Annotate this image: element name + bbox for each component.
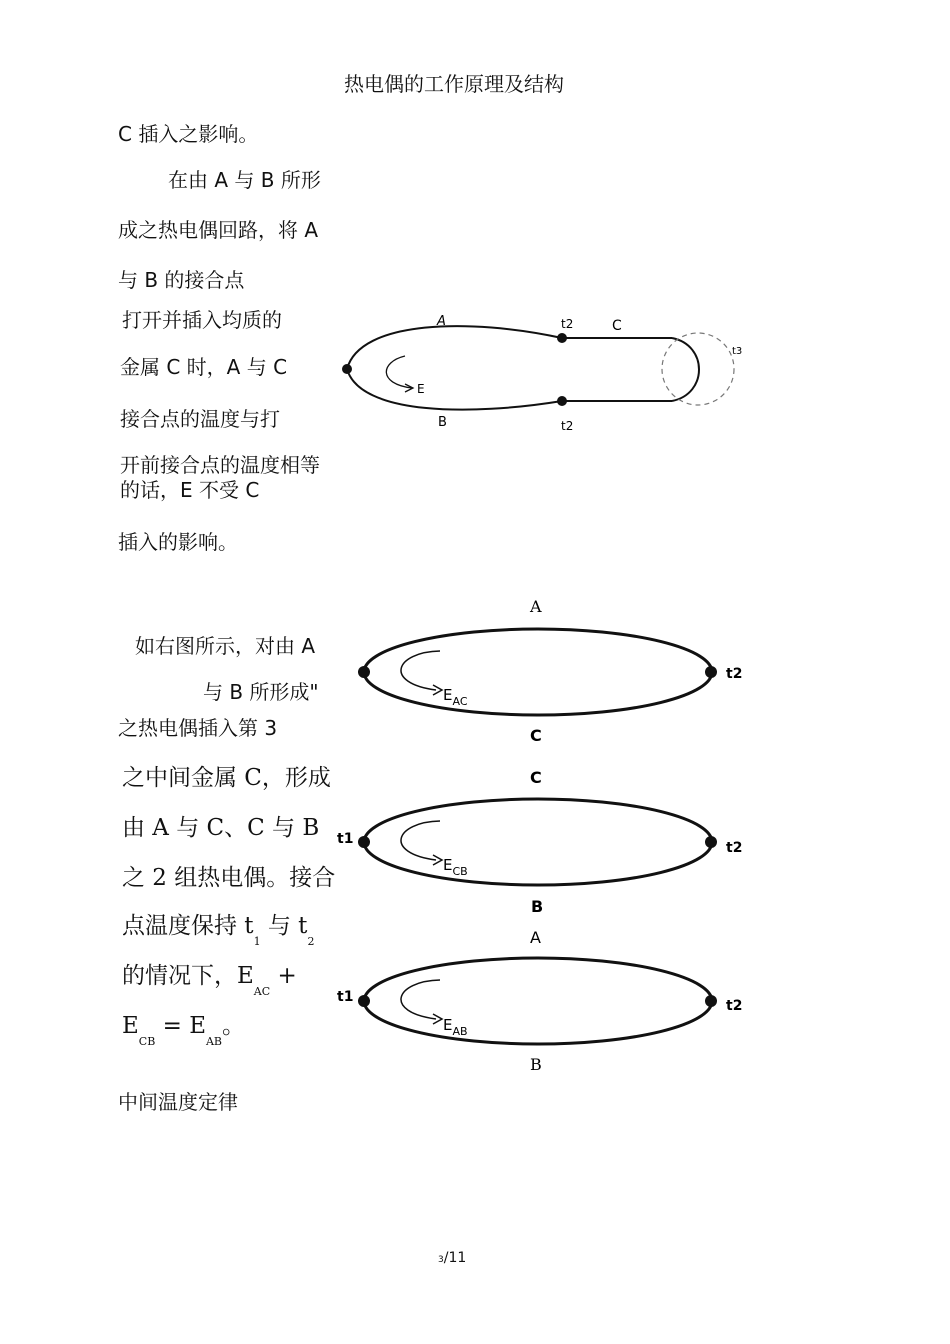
text-segment: 与 t	[260, 913, 308, 939]
thermocouple-diagram-c-inserted	[335, 305, 765, 435]
text-segment: E	[122, 1013, 139, 1039]
section-heading: 中间温度定律	[118, 1090, 238, 1114]
wire-a-label: A	[437, 314, 446, 329]
text-segment: 的情况下，E	[122, 963, 254, 989]
paragraph-line: 之 2 组热电偶。接合	[122, 865, 336, 891]
subscript: 1	[253, 935, 261, 948]
thermocouple-loops-diagram	[330, 590, 750, 1074]
text-segment: 点温度保持 t	[122, 913, 254, 939]
wire-bottom-label: B	[530, 1055, 542, 1074]
temp-t2-bottom-label: t2	[561, 419, 574, 433]
loop-ac	[358, 597, 742, 745]
wire-top-label: C	[530, 768, 542, 787]
paragraph-line: 之热电偶插入第 3	[118, 716, 278, 740]
temp-right-label: t2	[726, 998, 743, 1014]
paragraph-line: C 插入之影响。	[118, 122, 259, 146]
wire-bottom-label: C	[530, 726, 542, 745]
text-segment: +	[270, 963, 297, 989]
temp-left-label: t1	[337, 831, 354, 847]
page-number	[438, 1250, 466, 1266]
paragraph-line: 金属 C 时，A 与 C	[120, 355, 288, 379]
wire-bottom-label: B	[531, 897, 544, 916]
paragraph-line: 打开并插入均质的	[122, 308, 282, 332]
text-segment: 。	[222, 1013, 246, 1039]
paragraph-line	[122, 962, 297, 998]
paragraph-line: 接合点的温度与打	[120, 407, 280, 431]
paragraph-line: 的话，E 不受 C	[120, 478, 260, 502]
subscript: CB	[138, 1035, 156, 1048]
emf-label: E	[417, 382, 425, 396]
paragraph-line	[122, 912, 315, 948]
page-title: 热电偶的工作原理及结构	[344, 72, 564, 96]
paragraph-line: 开前接合点的温度相等	[120, 453, 320, 477]
current-page: 3	[438, 1255, 444, 1265]
paragraph-line: 与 B 的接合点	[118, 268, 245, 292]
loop-cb	[337, 768, 742, 916]
temp-right-label: t2	[726, 666, 743, 682]
wire-top-label: A	[530, 597, 542, 616]
paragraph-line: 之中间金属 C，形成	[122, 765, 331, 791]
paragraph-line: 由 A 与 C、C 与 B	[122, 815, 320, 841]
total-pages: /11	[443, 1250, 467, 1266]
subscript: AB	[205, 1035, 223, 1048]
subscript: 2	[307, 935, 315, 948]
emf-label: $E_{CB}$	[443, 856, 468, 878]
paragraph-line: 与 B 所形成"	[203, 680, 319, 704]
wire-c-label: C	[612, 318, 622, 334]
wire-top-label: A	[530, 928, 541, 947]
text-segment: = E	[155, 1013, 206, 1039]
loop-ab	[337, 928, 742, 1074]
paragraph-line: 插入的影响。	[118, 530, 238, 554]
paragraph-line	[122, 1012, 246, 1048]
temp-right-label: t2	[726, 840, 743, 856]
wire-b-label: B	[438, 415, 447, 430]
temp-t2-top-label: t2	[561, 317, 574, 331]
temp-t3-label: t3	[732, 346, 743, 357]
emf-label: $E_{AC}$	[443, 686, 468, 708]
paragraph-line: 在由 A 与 B 所形	[168, 168, 321, 192]
temp-left-label: t1	[337, 989, 354, 1005]
emf-label: $E_{AB}$	[443, 1016, 468, 1038]
subscript: AC	[253, 985, 271, 998]
paragraph-line: 如右图所示，对由 A	[135, 634, 316, 658]
paragraph-line: 成之热电偶回路，将 A	[118, 218, 319, 242]
